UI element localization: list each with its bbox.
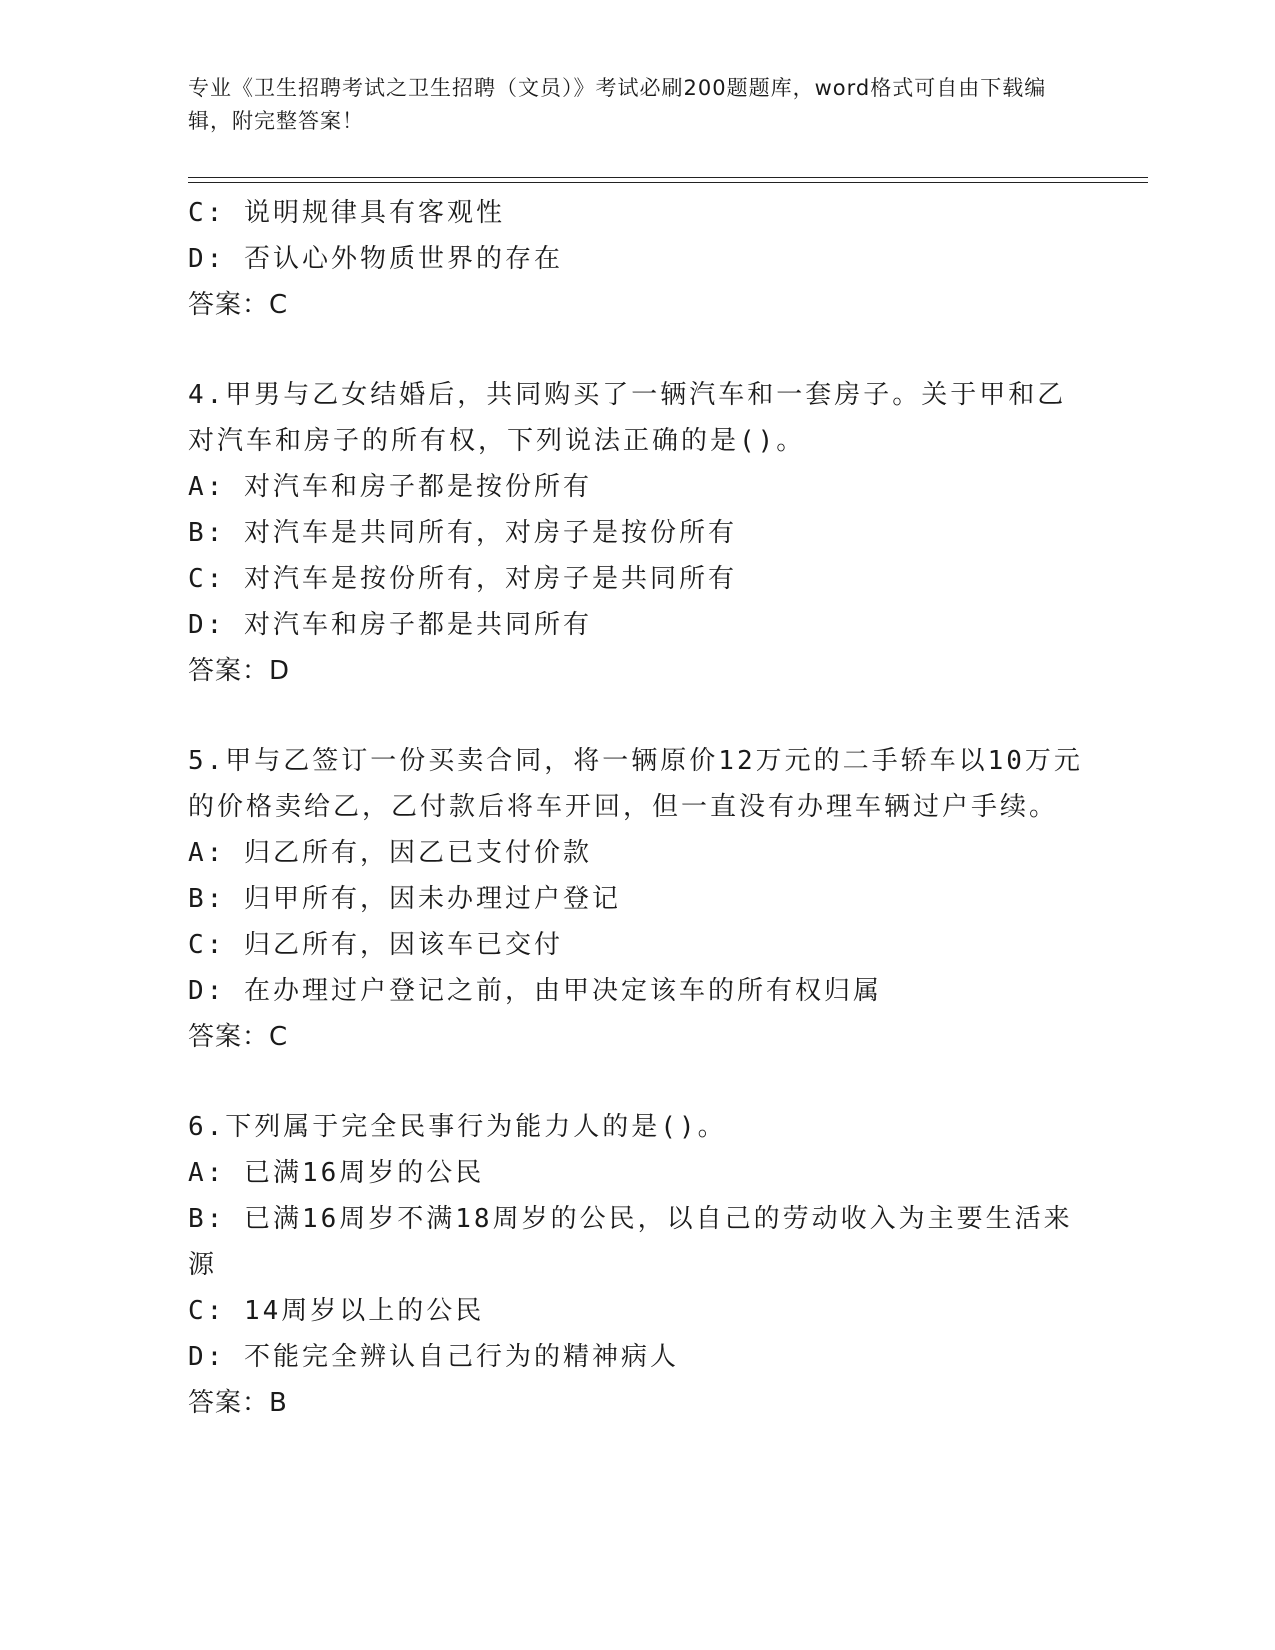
option-a bbox=[188, 1150, 1088, 1196]
option-letter: D: bbox=[188, 976, 226, 1006]
option-d bbox=[188, 236, 1088, 282]
option-b bbox=[188, 510, 1088, 556]
answer: 答案：B bbox=[188, 1388, 288, 1418]
option-a bbox=[188, 830, 1088, 876]
option-letter: A: bbox=[188, 1158, 226, 1188]
question-content bbox=[188, 190, 1088, 1426]
option-letter: A: bbox=[188, 838, 226, 868]
option-letter: D: bbox=[188, 1342, 226, 1372]
option-letter: C: bbox=[188, 564, 226, 594]
option-text: 已满16周岁不满18周岁的公民，以自己的劳动收入为主要生活来源 bbox=[188, 1204, 1073, 1280]
question-stem: 6.下列属于完全民事行为能力人的是()。 bbox=[188, 1112, 727, 1142]
option-c bbox=[188, 556, 1088, 602]
option-text: 14周岁以上的公民 bbox=[243, 1296, 485, 1326]
option-text: 不能完全辨认自己行为的精神病人 bbox=[243, 1342, 679, 1372]
option-text: 否认心外物质世界的存在 bbox=[243, 244, 563, 274]
option-text: 说明规律具有客观性 bbox=[243, 198, 505, 228]
option-text: 对汽车是共同所有，对房子是按份所有 bbox=[243, 518, 737, 548]
option-text: 对汽车和房子都是按份所有 bbox=[243, 472, 592, 502]
question-stem: 4.甲男与乙女结婚后，共同购买了一辆汽车和一套房子。关于甲和乙对汽车和房子的所有权，下列说法正确的是()。 bbox=[188, 380, 1067, 456]
answer: 答案：C bbox=[188, 290, 289, 320]
header-rule-bottom bbox=[188, 182, 1148, 183]
option-letter: B: bbox=[188, 1204, 226, 1234]
header-rule-top bbox=[188, 177, 1148, 178]
answer: 答案：C bbox=[188, 1022, 289, 1052]
spacer bbox=[188, 694, 1088, 738]
question-6 bbox=[188, 1104, 1088, 1426]
spacer bbox=[188, 1060, 1088, 1104]
option-letter: A: bbox=[188, 472, 226, 502]
document-header: 专业《卫生招聘考试之卫生招聘（文员）》考试必刷200题题库，word格式可自由下载编辑，附完整答案！ bbox=[188, 76, 1047, 133]
option-letter: B: bbox=[188, 884, 226, 914]
option-letter: C: bbox=[188, 930, 226, 960]
option-text: 归甲所有，因未办理过户登记 bbox=[243, 884, 621, 914]
spacer bbox=[188, 328, 1088, 372]
option-d bbox=[188, 1334, 1088, 1380]
option-text: 归乙所有，因该车已交付 bbox=[243, 930, 563, 960]
option-letter: C: bbox=[188, 1296, 226, 1326]
question-stem: 5.甲与乙签订一份买卖合同，将一辆原价12万元的二手轿车以10万元的价格卖给乙，乙付款后将车开回，但一直没有办理车辆过户手续。 bbox=[188, 746, 1083, 822]
option-a bbox=[188, 464, 1088, 510]
option-letter: C: bbox=[188, 198, 226, 228]
question-4 bbox=[188, 372, 1088, 694]
option-letter: D: bbox=[188, 244, 226, 274]
option-b bbox=[188, 876, 1088, 922]
option-d bbox=[188, 968, 1088, 1014]
option-d bbox=[188, 602, 1088, 648]
option-c bbox=[188, 922, 1088, 968]
question-5 bbox=[188, 738, 1088, 1060]
option-c bbox=[188, 190, 1088, 236]
option-letter: D: bbox=[188, 610, 226, 640]
option-text: 在办理过户登记之前，由甲决定该车的所有权归属 bbox=[243, 976, 882, 1006]
question-3-continued bbox=[188, 190, 1088, 328]
option-text: 归乙所有，因乙已支付价款 bbox=[243, 838, 592, 868]
answer: 答案：D bbox=[188, 656, 291, 686]
option-text: 对汽车和房子都是共同所有 bbox=[243, 610, 592, 640]
option-c bbox=[188, 1288, 1088, 1334]
option-text: 对汽车是按份所有，对房子是共同所有 bbox=[243, 564, 737, 594]
option-b bbox=[188, 1196, 1088, 1288]
option-text: 已满16周岁的公民 bbox=[243, 1158, 485, 1188]
option-letter: B: bbox=[188, 518, 226, 548]
